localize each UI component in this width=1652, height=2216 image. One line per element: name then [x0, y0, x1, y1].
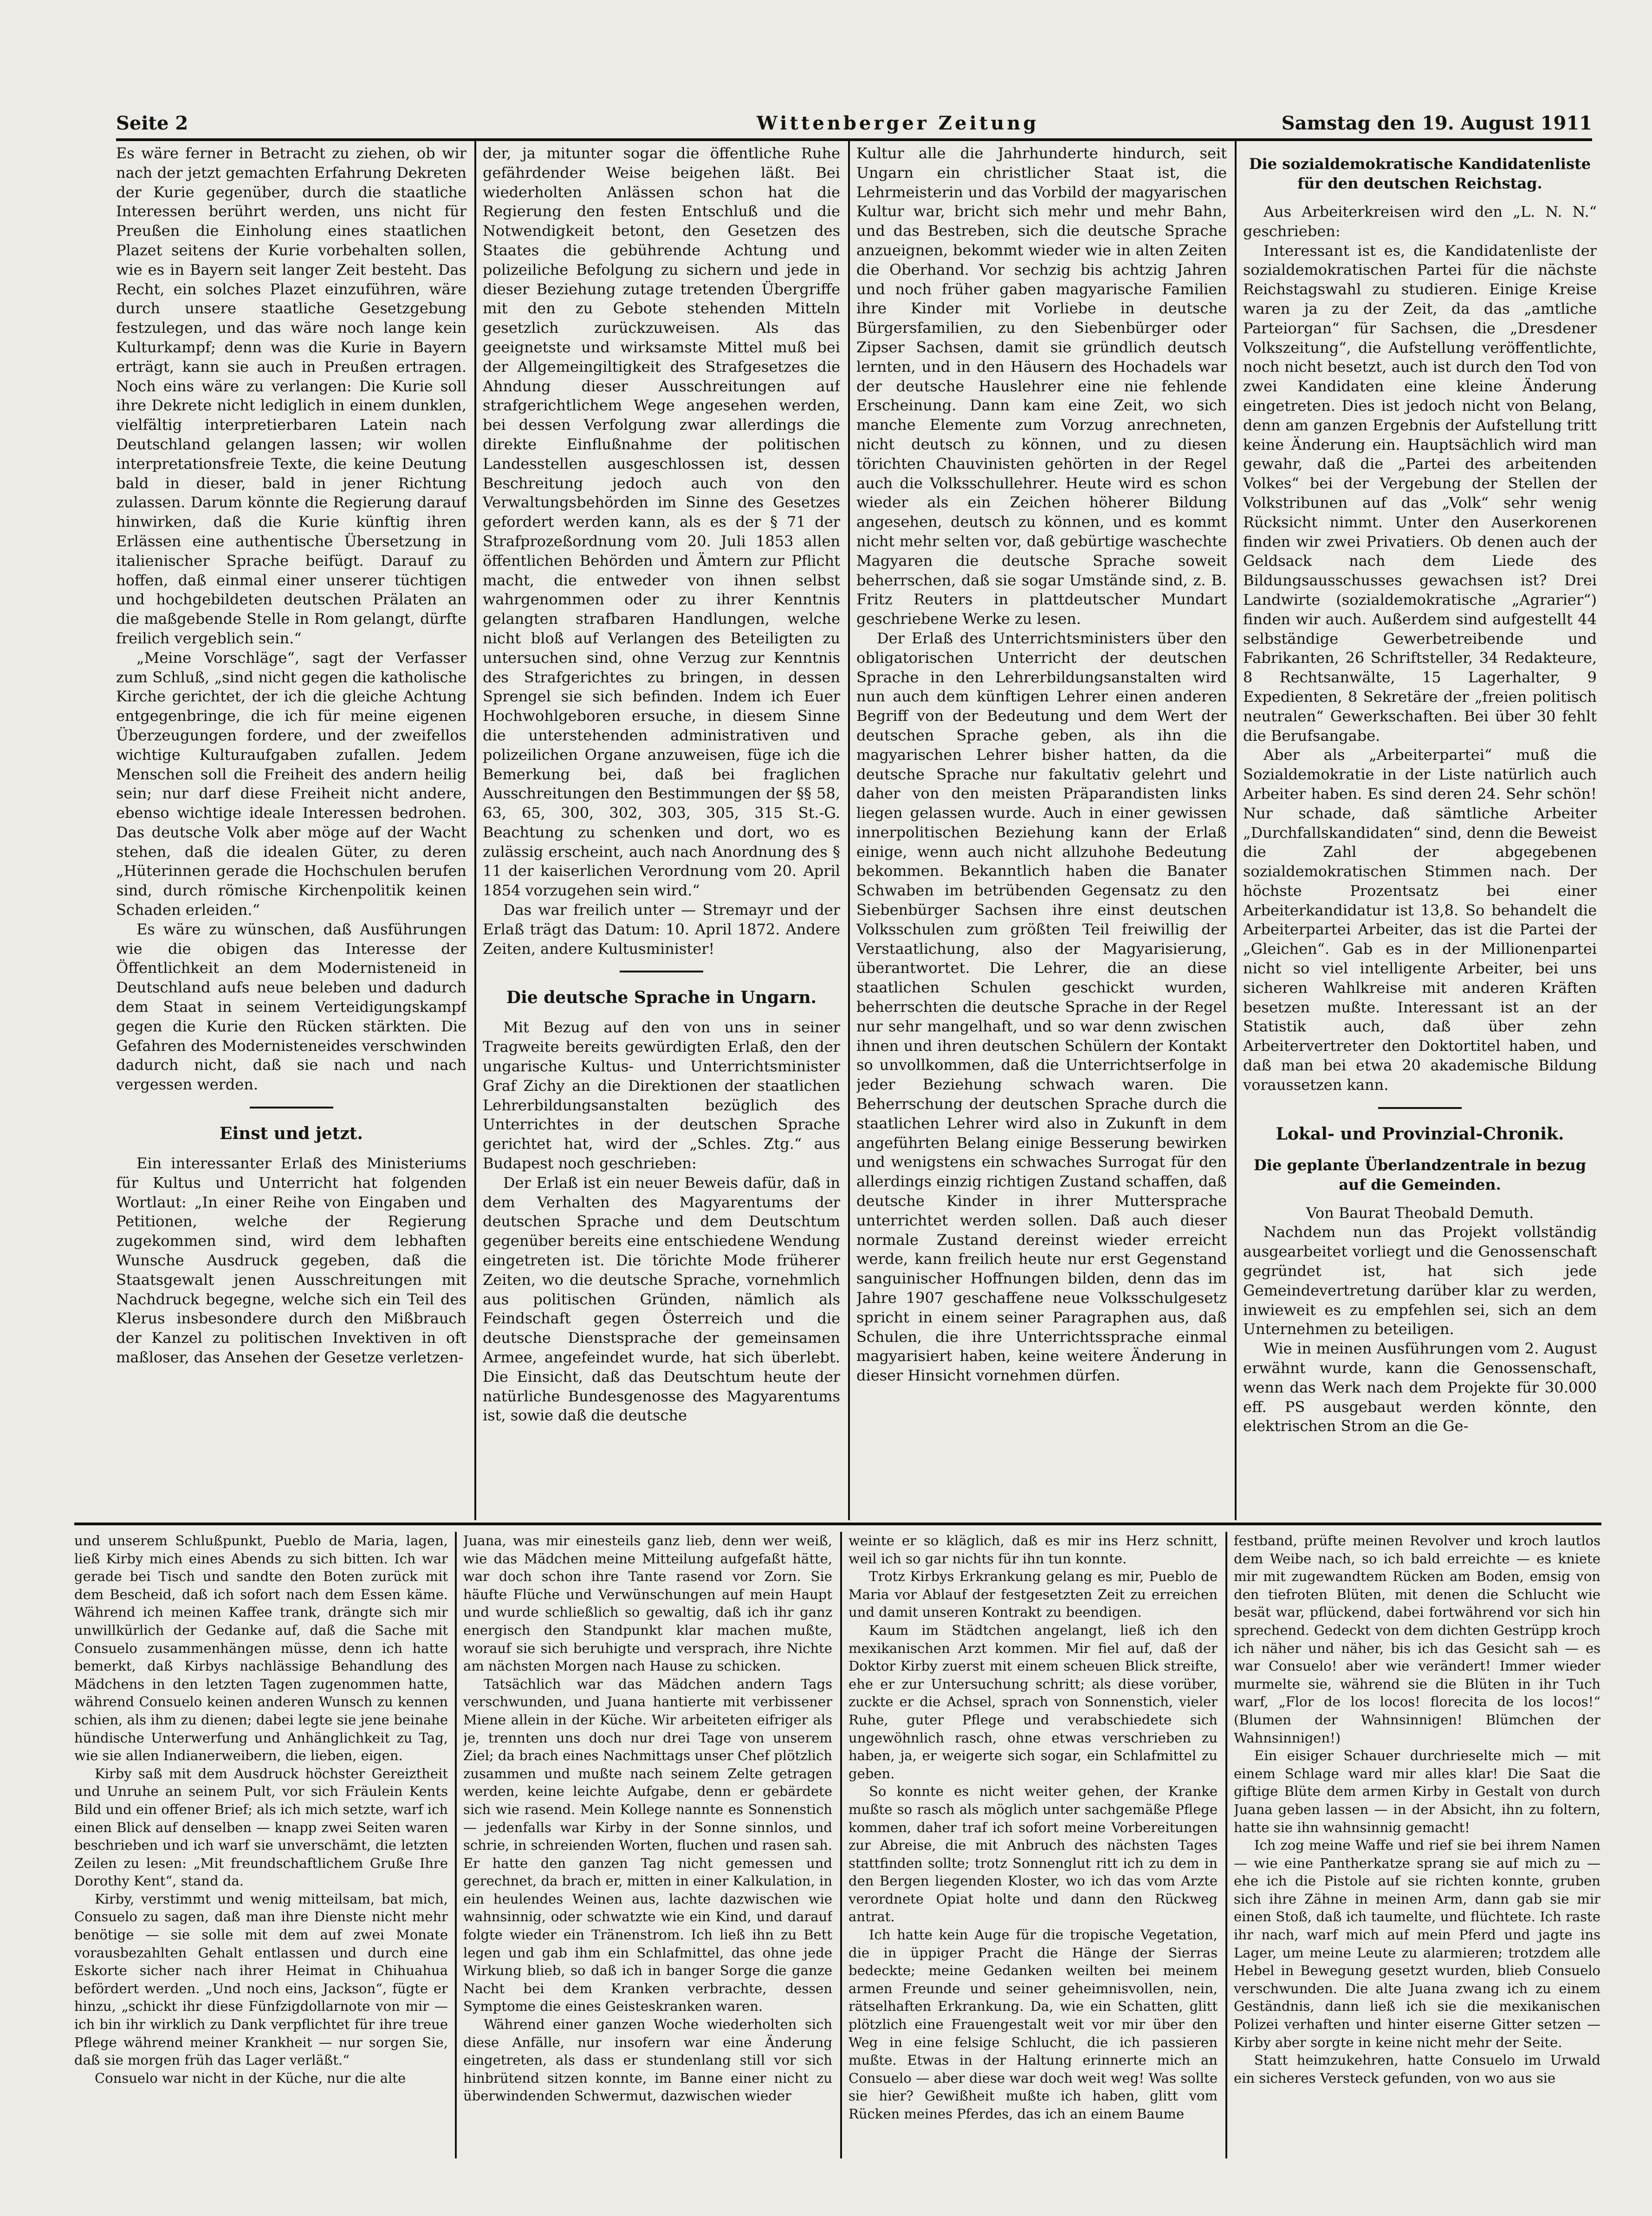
- column-rule: [455, 1532, 457, 2158]
- column-1: [116, 144, 466, 1518]
- feuilleton-separator: [74, 1523, 1601, 1525]
- paragraph: Wie in meinen Ausführungen vom 2. August erwähnt wurde, kann die Genossenschaft, wenn das Werk nach dem Projekte für 30.000 eff. PS ausgebaut werden könnte, den elektrischen Strom an die Ge-: [1243, 1340, 1597, 1435]
- column-rule: [1235, 139, 1237, 1520]
- article-headline: Einst und jetzt.: [220, 1124, 363, 1144]
- paragraph: Es wäre ferner in Betracht zu ziehen, ob wir nach der jetzt gemachten Erfahrung Dekreten der Kurie gegenüber, durch die staatliche Interessen berührt werden, uns nicht für Preußen die Einholung eines staatlichen Plazet seitens der Kurie vorbehalten sollen, wie es in Bayern seit langer Zeit besteht. Das Recht, ein solches Plazet einzuführen, wäre durch unsere staatliche Gesetzgebung festzulegen, und das wäre noch lange kein Kulturkampf; denn was die Kurie in Bayern erträgt, kann sie auch in Preußen ertragen. Noch eins wäre zu verlangen: Die Kurie soll ihre Dekrete nicht lediglich in einem dunklen, vielfältig interpretierbaren Latein nach Deutschland gelangen lassen; wir wollen interpretationsfreie Texte, die keine Deutung bald in dieser, bald in jener Richtung zulassen. Darum könnte die Regierung darauf hinwirken, daß die Kurie künftig ihren Erlässen eine authentische Übersetzung in italienischer Sprache beifügt. Darauf zu hoffen, daß einmal einer unserer tüchtigen und hochgebildeten deutschen Prälaten an die maßgebende Stelle in Rom gelangt, dürfte freilich vergeblich sein.“: [116, 144, 466, 647]
- newspaper-name: Wittenberger Zeitung: [757, 112, 1039, 134]
- paragraph: Juana, was mir einesteils ganz lieb, denn wer weiß, wie das Mädchen meine Mitteilung aufgefaßt hätte, war doch schon ihre Tante rasend vor Zorn. Sie häufte Flüche und Verwünschungen auf mein Haupt und wurde schließlich so gewaltig, daß ich ihr ganz energisch den Standpunkt klar machen mußte, worauf sie sich beruhigte und versprach, ihre Nichte am nächsten Morgen nach Hause zu schicken.: [463, 1533, 832, 1674]
- paragraph: Tatsächlich war das Mädchen andern Tags verschwunden, und Juana hantierte mit verbissener Miene allein in der Küche. Wir arbeiteten eifriger als je, trennten uns doch nur drei Tage von unserem Ziel; da brach eines Nachmittags unser Chef plötzlich zusammen und mußte nach seinem Zelte getragen werden, keine leichte Aufgabe, denn er gebärdete sich wie rasend. Mein Kollege nannte es Sonnenstich — jedenfalls war Kirby in der Sonne sinnlos, und schrie, in schreienden Worten, fluchen und rasen sah. Er hatte den ganzen Tag nicht gemessen und gerechnet, da brach er, mitten in einer Kalkulation, in ein heulendes Weinen aus, lachte dazwischen wie wahnsinnig, oder schwatzte wie ein Kind, und darauf folgte wieder ein Tränenstrom. Ich ließ ihn zu Bett legen und gab ihm ein Schlafmittel, das ohne jede Wirkung blieb, so daß ich in banger Sorge die ganze Nacht bei dem Kranken verbrachte, dessen Symptome die eines Geisteskranken waren.: [463, 1676, 832, 2015]
- paragraph: der, ja mitunter sogar die öffentliche Ruhe gefährdender Weise beigehen läßt. Bei wiederholten Anlässen schon hat die Regierung den festen Entschluß und die Notwendigkeit betont, den Gesetzen des Staates die gebührende Achtung und polizeiliche Befolgung zu sichern und jede in dieser Beziehung zutage tretenden Übergriffe mit den zu Gebote stehenden Mitteln gesetzlich zurückzuweisen. Als das geeignetste und wirksamste Mittel muß bei der Allgemeingiltigkeit des Strafgesetzes die Ahndung dieser Ausschreitungen auf strafgerichtlichem Wege angesehen werden, bei dessen Verfolgung zwar allerdings die direkte Einflußnahme der politischen Landesstellen ausgeschlossen ist, dessen Beschreitung jedoch auch von den Verwaltungsbehörden im Sinne des Gesetzes gefordert werden kann, als es der § 71 der Strafprozeßordnung vom 20. Juli 1853 allen öffentlichen Behörden und Ämtern zur Pflicht macht, die entweder von ihnen selbst wahrgenommen oder zu ihrer Kenntnis gelangten strafbaren Handlungen, welche nicht bloß auf Verlangen des Beteiligten zu untersuchen sind, ohne Verzug zur Kenntnis des Strafgerichtes zu bringen, in dessen Sprengel sie sich befinden. Indem ich Euer Hochwohlgeboren ersuche, in diesem Sinne die unterstehenden administrativen und polizeilichen Organe anzuweisen, füge ich die Bemerkung bei, daß bei fraglichen Ausschreitungen den Bestimmungen der §§ 58, 63, 65, 300, 302, 303, 305, 315 St.-G. Beachtung zu schenken und dort, wo es zulässig erscheint, auch nach Anordnung des § 11 der kaiserlichen Verordnung vom 20. April 1854 vorzugehen sein wird.“: [483, 144, 840, 900]
- paragraph: Consuelo war nicht in der Küche, nur die alte: [95, 2070, 406, 2086]
- section-divider: [250, 1107, 333, 1108]
- paragraph: Das war freilich unter — Stremayr und der Erlaß trägt das Datum: 10. April 1872. Andere Zeiten, andere Kultusminister!: [483, 901, 840, 958]
- column-2: [483, 144, 840, 1518]
- paragraph: Trotz Kirbys Erkrankung gelang es mir, Pueblo de Maria vor Ablauf der festgesetzten Zeit zu erreichen und damit unseren Kontrakt zu beendigen.: [849, 1568, 1218, 1620]
- paragraph: Mit Bezug auf den von uns in seiner Tragweite bereits gewürdigten Erlaß, den der ungarische Kultus- und Unterrichtsminister Graf Zichy an die Direktionen der staatlichen Lehrerbildungsanstalten bezüglich des Unterrichtes in der deutschen Sprache gerichtet hat, wird der „Schles. Ztg.“ aus Budapest noch geschrieben:: [483, 1018, 840, 1173]
- paragraph: Kaum im Städtchen angelangt, ließ ich den mexikanischen Arzt kommen. Mir fiel auf, daß der Doktor Kirby zuerst mit einem scheuen Blick streifte, ehe er zur Untersuchung schritt; als diese vorüber, zuckte er die Achsel, sprach von Sonnenstich, vieler Ruhe, guter Pflege und verabschiedete sich ungewöhnlich rasch, ohne etwas verschrieben zu haben, ja, er weigerte sich sogar, ein Schlafmittel zu geben.: [849, 1622, 1218, 1782]
- feuilleton-column-4: [1234, 1532, 1600, 2158]
- paragraph: Kirby, verstimmt und wenig mitteilsam, bat mich, Consuelo zu sagen, daß man ihre Dienste nicht mehr benötige — sie solle mit dem auf zwei Monate vorausbezahlten Gehalt entlassen und durch eine Eskorte sicher nach ihrer Heimat in Chihuahua befördert werden. „Und noch eins, Jackson“, fügte er hinzu, „schickt ihr diese Fünfzigdollarnote von mir — ich bin ihr wirklich zu Dank verpflichtet für ihre treue Pflege während meiner Krankheit — nur sorgen Sie, daß sie morgen früh das Lager verläßt.“: [74, 1891, 448, 2068]
- article-headline: Die sozialdemokratische Kandidatenliste für den deutschen Reichstag.: [1249, 155, 1591, 192]
- paragraph: Kultur alle die Jahrhunderte hindurch, seit Ungarn ein christlicher Staat ist, die Lehrmeisterin und das Vorbild der magyarischen Kultur war, bricht sich mehr und mehr Bahn, und das Bestreben, sich die deutsche Sprache anzueignen, bekommt wieder wie in alten Zeiten die Oberhand. Vor sechzig bis achtzig Jahren und noch früher gaben magyarische Familien ihre Kinder mit Vorliebe in deutsche Bürgersfamilien, zu den Siebenbürger oder Zipser Sachsen, damit sie gründlich deutsch lernten, und in den Häusern des Hochadels war der deutsche Hauslehrer eine nie fehlende Erscheinung. Dann kam eine Zeit, wo sich manche Elemente zum Vorzug anrechneten, nicht deutsch zu können, und zu diesen törichten Chauvinisten gehörten in der Regel auch die Volksschullehrer. Heute wird es schon wieder als ein Zeichen höherer Bildung angesehen, deutsch zu können, und es kommt nicht mehr selten vor, daß gebürtige waschechte Magyaren die deutsche Sprache soweit beherrschen, daß sie sogar Umstände sind, z. B. Fritz Reuters in plattdeutscher Mundart geschriebene Werke zu lesen.: [856, 144, 1227, 628]
- paragraph: Aber als „Arbeiterpartei“ muß die Sozialdemokratie in der Liste natürlich auch Arbeiter haben. Es sind deren 24. Sehr schön! Nur schade, daß sämtliche Arbeiter „Durchfallskandidaten“ sind, denn die Beweist die Zahl der abgegebenen sozialdemokratischen Stimmen nach. Der höchste Prozentsatz bei einer Arbeiterkandidatur ist 13,8. So behandelt die Arbeiterpartei Arbeiter, das ist die Partei der „Gleichen“. Gab es in der Millionenpartei nicht so viel intelligente Arbeiter, bei uns sicheren Wahlkreise mit anderen Kräften besetzen mußte. Interessant ist an der Statistik auch, daß über zehn Arbeitervertreter den Doktortitel haben, und daß man bei etwa 20 akademische Bildung voraussetzen kann.: [1243, 746, 1597, 1094]
- feuilleton-column-1: [74, 1532, 448, 2158]
- paragraph: Kirby saß mit dem Ausdruck höchster Gereiztheit und Unruhe an seinem Pult, vor sich Fräulein Kents Bild und ein offener Brief; als ich mich setzte, warf ich einen Blick auf denselben — knapp zwei Seiten waren beschrieben und ich warf sie unverschämt, die letzten Zeilen zu lesen: „Mit freundschaftlichem Gruße Ihre Dorothy Kent“, stand da.: [74, 1765, 448, 1889]
- column-rule: [848, 139, 850, 1520]
- feuilleton-column-3: [849, 1532, 1218, 2158]
- feuilleton-column-2: [463, 1532, 832, 2158]
- paragraph: Während einer ganzen Woche wiederholten sich diese Anfälle, nur insofern war eine Änderung eingetreten, als dass er stundenlang still vor sich hinbrütend sitzen konnte, im Banne einer nicht zu überwindenden Schwermut, dazwischen wieder: [463, 2016, 832, 2104]
- paragraph: Ich hatte kein Auge für die tropische Vegetation, die in üppiger Pracht die Hänge der Sierras bedeckte; meine Gedanken weilten bei meinem armen Freunde und seiner geheimnisvollen, nein, rätselhaften Erkrankung. Da, wie ein Schatten, glitt plötzlich eine Frauengestalt weit vor mir über den Weg in eine felsige Schlucht, die ich passieren mußte. Etwas in der Haltung erinnerte mich an Consuelo — aber diese war doch weit weg! Was sollte sie hier? Gewißheit mußte ich haben, glitt vom Rücken meines Pferdes, das ich an einem Baume: [849, 1927, 1218, 2122]
- section-headline: Lokal- und Provinzial-Chronik.: [1276, 1124, 1564, 1144]
- paragraph: festband, prüfte meinen Revolver und kroch lautlos dem Weibe nach, so ich bald erreichte — es kniete mir mit zugewandtem Rücken am Boden, emsig von den tiefroten Blüten, mit denen die Schlucht wie besät war, pflückend, dabei fortwährend vor sich hin sprechend. Gedeckt von dem dichten Gestrüpp kroch ich näher und näher, bis ich das Gesicht sah — es war Consuelo! aber wie verändert! Immer wieder murmelte sie, während sie die Blüten in ihr Tuch warf, „Flor de los locos! florecita de los locos!“ (Blumen der Wahnsinnigen! Blümchen der Wahnsinnigen!): [1234, 1533, 1600, 1746]
- column-rule: [1225, 1532, 1227, 2158]
- paragraph: Interessant ist es, die Kandidatenliste der sozialdemokratischen Partei für die nächste Reichstagswahl zu studieren. Einige Kreise waren ja zu der Zeit, da das „amtliche Parteiorgan“ für Sachsen, die „Dresdener Volkszeitung“, die Aufstellung veröffentlichte, noch nicht besetzt, auch ist durch den Tod von zwei Kandidaten eine kleine Änderung eingetreten. Dies ist jedoch nicht von Belang, denn am ganzen Ergebnis der Aufstellung tritt keine Änderung ein. Hauptsächlich wird man gewahr, daß die „Partei des arbeitenden Volkes“ bei der Vergebung der Stellen der Volkstribunen auf das „Volk“ sehr wenig Rücksicht nimmt. Unter den Auserkorenen finden wir zwei Privatiers. Ob denen auch der Geldsack nach dem Liede des Bildungsausschusses gewachsen ist? Drei Landwirte (sozialdemokratische „Agrarier“) finden wir auch. Außerdem sind aufgestellt 44 selbständige Gewerbetreibende und Fabrikanten, 26 Schriftsteller, 34 Redakteure, 8 Rechtsanwälte, 15 Lagerhalter, 9 Expedienten, 8 Sekretäre der „freien politisch neutralen“ Gewerkschaften. Bei über 30 fehlt die Berufsangabe.: [1243, 241, 1597, 745]
- byline: Von Baurat Theobald Demuth.: [1306, 1204, 1534, 1222]
- paragraph: Statt heimzukehren, hatte Consuelo im Urwald ein sicheres Versteck gefunden, von wo aus sie: [1234, 2052, 1600, 2086]
- paragraph: Der Erlaß ist ein neuer Beweis dafür, daß in dem Verhalten des Magyarentums der deutschen Sprache und dem Deutschtum gegenüber bereits eine entschiedene Wendung eingetreten ist. Die törichte Mode früherer Zeiten, wo die deutsche Sprache, vornehmlich aus politischen Gründen, nämlich als Feindschaft gegen Österreich und die deutsche Dienstsprache der gemeinsamen Armee, angefeindet wurde, hat sich überlebt. Die Einsicht, daß das Deutschtum heute der natürliche Bundesgenosse des Magyarentums ist, sowie daß die deutsche: [483, 1173, 840, 1425]
- section-divider: [620, 971, 703, 972]
- paragraph: Nachdem nun das Projekt vollständig ausgearbeitet vorliegt und die Genossenschaft gegründet ist, hat sich jede Gemeindevertretung darüber klar zu werden, inwieweit es zu empfehlen sei, sich an dem Unternehmen zu beteiligen.: [1243, 1223, 1597, 1338]
- paragraph: und unserem Schlußpunkt, Pueblo de Maria, lagen, ließ Kirby mich eines Abends zu sich bitten. Ich war gerade bei Tisch und sandte den Boten zurück mit dem Bescheid, daß ich sofort nach dem Essen käme. Während ich meinen Kaffee trank, drängte sich mir unwillkürlich der Gedanke auf, daß die Sache mit Consuelo zusammenhängen müsse, denn ich hatte bemerkt, daß Kirbys nachlässige Behandlung des Mädchens in den letzten Tagen zugenommen hatte, während Consuelo keinen anderen Wunsch zu kennen schien, als ihm zu dienen; dabei legte sie jene beinahe hündische Unterwerfung und Anhänglichkeit zu Tag, wie sie allen Indianerweibern, die lieben, eigen.: [74, 1533, 448, 1764]
- column-4: [1243, 144, 1597, 1518]
- page-number: Seite 2: [116, 112, 188, 134]
- column-3: [856, 144, 1227, 1518]
- paragraph: weinte er so kläglich, daß es mir ins Herz schnitt, weil ich so gar nichts für ihn tun konnte.: [849, 1533, 1218, 1567]
- paragraph: Aus Arbeiterkreisen wird den „L. N. N.“ geschrieben:: [1243, 203, 1597, 240]
- paragraph: Der Erlaß des Unterrichtsministers über den obligatorischen Unterricht der deutschen Sprache in den Lehrerbildungsanstalten wird nun auch dem künftigen Lehrer einen anderen Begriff von der Bedeutung und dem Wert der deutschen Sprache geben, als ihn die magyarischen Lehrer bisher hatten, da die deutsche Sprache nur fakultativ gelehrt und daher von den meisten Präparandisten links liegen gelassen wurde. Auch in einer gewissen innerpolitischen Beziehung kann der Erlaß einige, wenn auch nicht allzuhohe Bedeutung bekommen. Bekanntlich haben die Banater Schwaben im betrübenden Gegensatz zu den Siebenbürger Sachsen ihre einst deutschen Volksschulen zum größten Teil freiwillig der Verstaatlichung, also der Magyarisierung, überantwortet. Die Lehrer, die an diese staatlichen Schulen geschickt wurden, beherrschten die deutsche Sprache in der Regel nur sehr mangelhaft, und so war denn zwischen ihnen und ihren deutschen Schülern der Kontakt so unvollkommen, daß die Unterrichtserfolge in jeder Beziehung schwach waren. Die Beherrschung der deutschen Sprache durch die staatlichen Lehrer wird also in Zukunft in dem angeführten Belang einige Besserung bewirken und wenigstens ein schwaches Surrogat für den allerdings einzig richtigen Zustand schaffen, daß deutsche Kinder in ihrer Muttersprache unterrichtet werden sollen. Daß auch dieser normale Zustand dereinst wieder erreicht werde, kann freilich heute nur erst Gegenstand sanguinischer Hoffnungen bilden, denn das im Jahre 1907 geschaffene neue Volksschulgesetz spricht in einem seiner Paragraphen aus, daß Schulen, die ihre Unterrichtssprache einmal magyarisiert haben, keine weitere Änderung in dieser Hinsicht vornehmen dürfen.: [856, 629, 1227, 1385]
- paragraph: Ein interessanter Erlaß des Ministeriums für Kultus und Unterricht hat folgenden Wortlaut: „In einer Reihe von Eingaben und Petitionen, welche der Regierung zugekommen sind, wird dem lebhaften Wunsche Ausdruck gegeben, daß die Staatsgewalt jenen Ausschreitungen mit Nachdruck begegne, welche sich ein Teil des Klerus insbesondere durch den Mißbrauch der Kanzel zu politischen Invektiven in oft maßloser, das Ansehen der Gesetze verletzen-: [116, 1154, 466, 1367]
- paragraph: Es wäre zu wünschen, daß Ausführungen wie die obigen das Interesse der Öffentlichkeit an dem Modernisteneid in Deutschland aufs neue beleben und dadurch dem Staat in seinem Verteidigungskampf gegen die Kurie den Rücken stärkten. Die Gefahren des Modernisteneides verschwinden dadurch nicht, daß sie nach und nach vergessen werden.: [116, 920, 466, 1094]
- column-rule: [474, 139, 476, 1520]
- paragraph: Ich zog meine Waffe und rief sie bei ihrem Namen — wie eine Pantherkatze sprang sie auf mich zu — ehe ich die Pistole auf sie richten konnte, gruben sich ihre Zähne in meinen Arm, dann gab sie mir einen Stoß, daß ich taumelte, und flüchtete. Ich raste ihr nach, warf mich auf mein Pferd und jagte ins Lager, um meine Leute zu alarmieren; trotzdem alle Hebel in Bewegung gesetzt wurden, blieb Consuelo verschwunden. Die alte Juana zwang ich zu einem Geständnis, dann ließ ich sie die mexikanischen Polizei verhaften und hinter eiserne Gitter setzen — Kirby aber sorgte in keine nicht mehr der Seite.: [1234, 1837, 1600, 2050]
- issue-date: Samstag den 19. August 1911: [1281, 112, 1592, 134]
- paragraph: Ein eisiger Schauer durchrieselte mich — mit einem Schlage ward mir alles klar! Die Saat die giftige Blüte dem armen Kirby in Gestalt von durch Juana geben lassen — in der Absicht, ihn zu foltern, hatte sie ihn wahnsinnig gemacht!: [1234, 1748, 1600, 1835]
- paragraph: „Meine Vorschläge“, sagt der Verfasser zum Schluß, „sind nicht gegen die katholische Kirche gerichtet, der ich die gleiche Achtung entgegenbringe, die ich für meine eigenen Überzeugungen fordere, und der zweifellos wichtige Kulturaufgaben zufallen. Jedem Menschen soll die Freiheit des andern heilig sein; nur darf diese Freiheit nicht andere, ebenso wichtige ideale Interessen bedrohen. Das deutsche Volk aber möge auf der Wacht stehen, daß die idealen Güter, zu deren „Hüterinnen gerade die Hochschulen berufen sind, durch römische Kirchenpolitik keinen Schaden erleiden.“: [116, 648, 466, 919]
- page-header: [116, 110, 1592, 141]
- article-subheadline: Die geplante Überlandzentrale in bezug auf die Gemeinden.: [1254, 1156, 1586, 1193]
- paragraph: So konnte es nicht weiter gehen, der Kranke mußte so rasch als möglich unter sachgemäße Pflege kommen, daher traf ich sofort meine Vorbereitungen zur Abreise, die mit Anbruch des nächsten Tages stattfinden sollte; trotz Sonnenglut ritt ich zu dem in den Bergen liegenden Kloster, wo ich das vom Arzte verordnete Opiat holte und dann den Rückweg antrat.: [849, 1783, 1218, 1925]
- article-headline: Die deutsche Sprache in Ungarn.: [506, 988, 817, 1008]
- column-rule: [840, 1532, 842, 2158]
- section-divider: [1378, 1107, 1462, 1109]
